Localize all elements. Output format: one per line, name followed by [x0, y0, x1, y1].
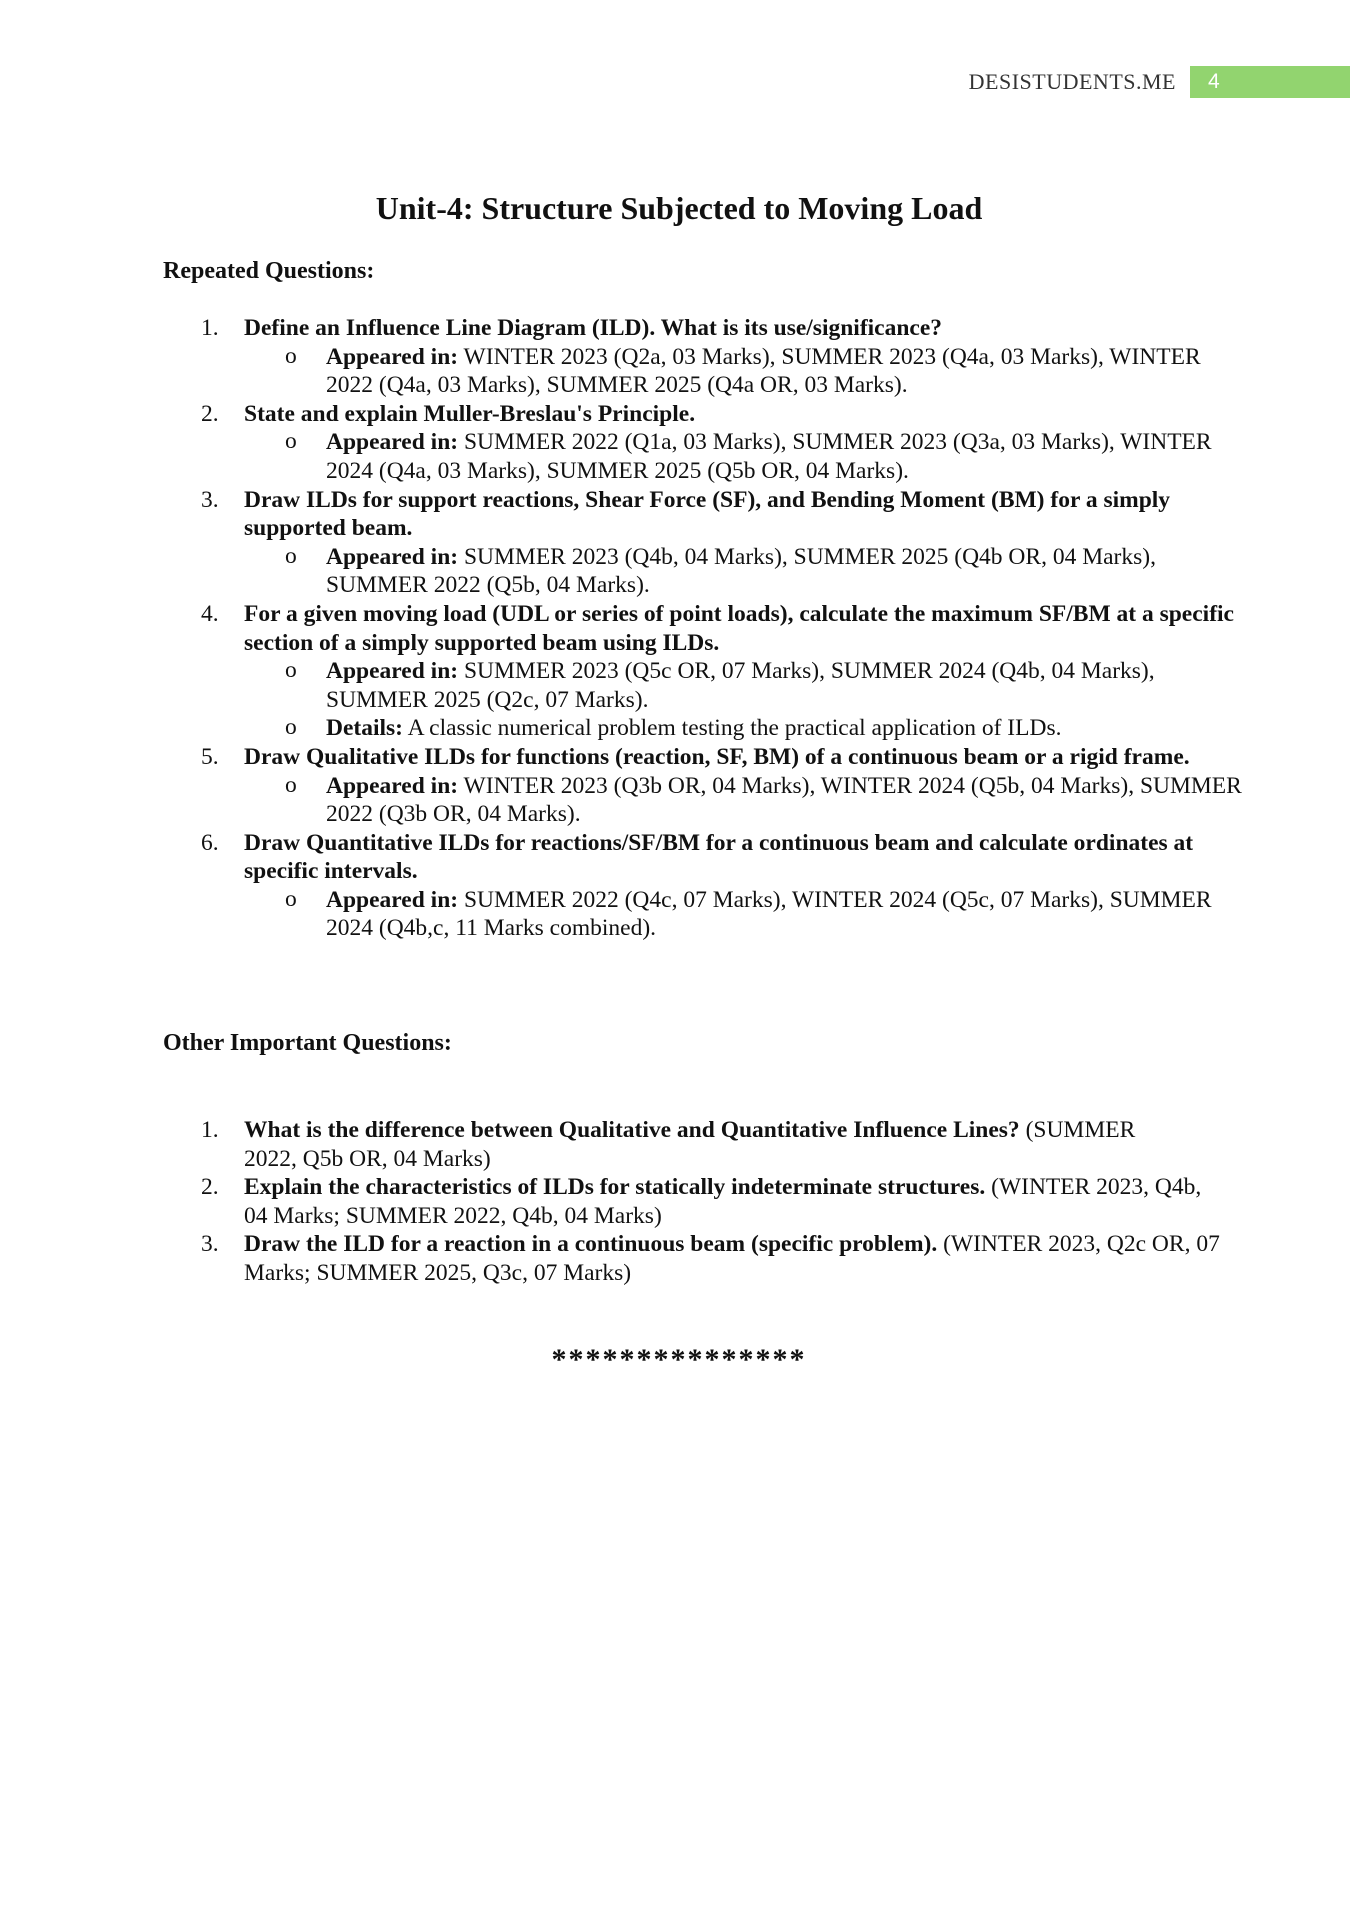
other-questions-heading: Other Important Questions:: [163, 1030, 452, 1056]
sub-item: o Appeared in: WINTER 2023 (Q3b OR, 04 Marks), WINTER 2024 (Q5b, 04 Marks), SUMMER 2022 (Q3b OR, 04 Marks).: [285, 771, 1242, 828]
item-number: 5.: [201, 743, 219, 770]
item-number: 3.: [201, 486, 219, 513]
list-item: [163, 1173, 1224, 1230]
item-number: 3.: [201, 1231, 219, 1258]
question-text: Draw the ILD for a reaction in a continuous beam (specific problem).: [244, 1231, 938, 1258]
sub-item: o Details: A classic numerical problem testing the practical application of ILDs.: [285, 714, 1062, 742]
page-title: Unit-4: Structure Subjected to Moving Load: [375, 190, 983, 226]
question-text: Explain the characteristics of ILDs for statically indeterminate structures.: [244, 1174, 986, 1201]
repeated-questions-heading: Repeated Questions:: [163, 258, 375, 284]
list-item: [163, 1116, 1164, 1173]
item-number: 1.: [201, 1117, 219, 1143]
repeated-questions-list: [163, 314, 1242, 943]
question-text: For a given moving load (UDL or series of point loads), calculate the maximum SF/BM at a specific section of a simply supported beam using ILDs.: [244, 600, 1234, 656]
question-text: State and explain Muller-Breslau's Principle.: [244, 400, 696, 427]
question-reference: (WINTER 2023, Q4b, 04 Marks; SUMMER 2022, Q4b, 04 Marks): [244, 1174, 1202, 1229]
item-number: 1.: [201, 315, 219, 341]
sub-item: o Appeared in: SUMMER 2023 (Q4b, 04 Marks), SUMMER 2025 (Q4b OR, 04 Marks), SUMMER 2022 (Q5b, 04 Marks).: [285, 542, 1156, 599]
question-text: Define an Influence Line Diagram (ILD). What is its use/significance?: [244, 315, 943, 341]
sub-item: o Appeared in: WINTER 2023 (Q2a, 03 Marks), SUMMER 2023 (Q4a, 03 Marks), WINTER 2022 (Q4a, 03 Marks), SUMMER 2025 (Q4a OR, 03 Marks).: [285, 342, 1201, 399]
list-item: [163, 600, 1244, 743]
bullet-icon: o: [285, 714, 297, 741]
bullet-icon: o: [285, 771, 297, 798]
bullet-icon: o: [285, 542, 297, 569]
bullet-icon: o: [285, 657, 297, 684]
list-item: [163, 829, 1244, 943]
list-item: [163, 314, 1244, 400]
sub-item: o Appeared in: SUMMER 2023 (Q5c OR, 07 Marks), SUMMER 2024 (Q4b, 04 Marks), SUMMER 2025 (Q2c, 07 Marks).: [285, 657, 1155, 713]
bullet-icon: o: [285, 428, 297, 455]
end-marker: ***************: [551, 1343, 807, 1376]
sub-item: o Appeared in: SUMMER 2022 (Q4c, 07 Marks), WINTER 2024 (Q5c, 07 Marks), SUMMER 2024 (Q4b,c, 11 Marks combined).: [285, 885, 1212, 942]
bullet-icon: o: [285, 885, 297, 912]
item-number: 2.: [201, 1174, 219, 1201]
bullet-icon: o: [285, 342, 297, 369]
item-number: 4.: [201, 600, 219, 627]
page-header: [969, 66, 1350, 98]
list-item: [163, 743, 1244, 829]
sub-item: o Appeared in: SUMMER 2022 (Q1a, 03 Marks), SUMMER 2023 (Q3a, 03 Marks), WINTER 2024 (Q4a, 03 Marks), SUMMER 2025 (Q5b OR, 04 Marks).: [285, 428, 1212, 484]
question-reference: (SUMMER 2022, Q5b OR, 04 Marks): [244, 1117, 1136, 1172]
question-text: What is the difference between Qualitative and Quantitative Influence Lines?: [244, 1117, 1020, 1143]
list-item: [163, 400, 1244, 486]
list-item: [163, 1230, 1244, 1287]
list-item: [163, 486, 1244, 600]
question-reference: (WINTER 2023, Q2c OR, 07 Marks; SUMMER 2025, Q3c, 07 Marks): [244, 1231, 1220, 1286]
other-questions-list: [163, 1116, 1220, 1288]
question-text: Draw Qualitative ILDs for functions (reaction, SF, BM) of a continuous beam or a rigid frame.: [244, 743, 1190, 770]
page-number-badge: 4: [1190, 66, 1350, 98]
item-number: 2.: [201, 400, 219, 427]
site-name: DESISTUDENTS.ME: [968, 69, 1176, 94]
item-number: 6.: [201, 829, 219, 856]
question-text: Draw ILDs for support reactions, Shear Force (SF), and Bending Moment (BM) for a simply supported beam.: [244, 486, 1171, 542]
question-text: Draw Quantitative ILDs for reactions/SF/BM for a continuous beam and calculate ordinates at specific intervals.: [244, 829, 1194, 885]
